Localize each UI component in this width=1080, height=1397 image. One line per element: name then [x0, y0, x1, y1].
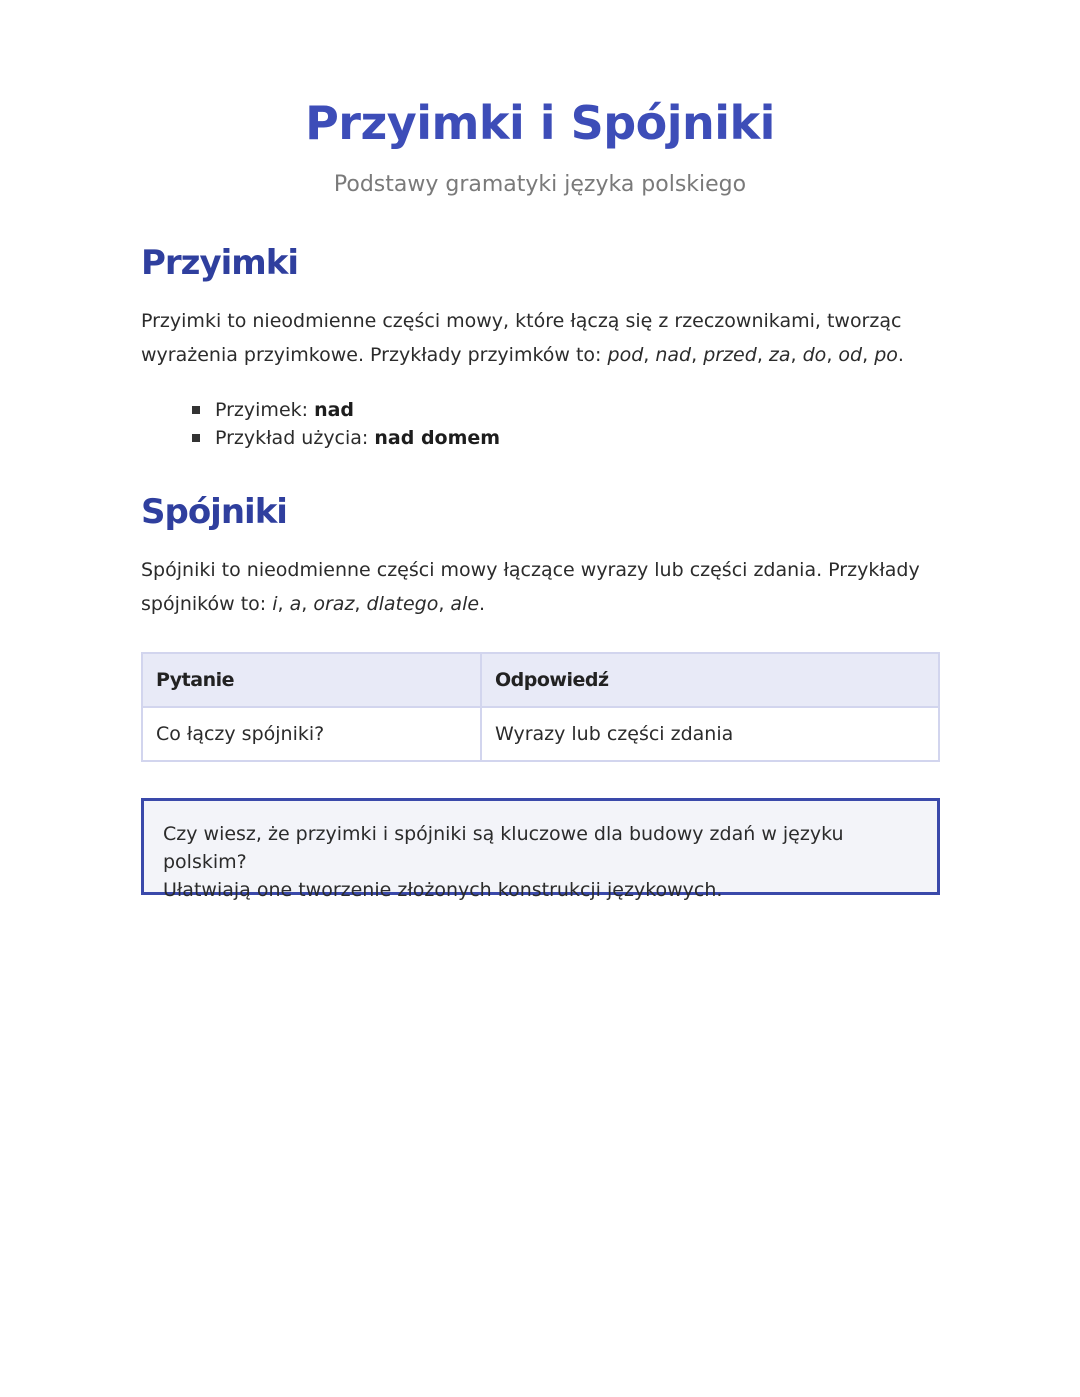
spojniki-example-4: ale	[450, 593, 480, 615]
table-row	[142, 707, 939, 761]
przyimki-example-4: do	[802, 344, 827, 366]
przyimki-example-6: po	[874, 344, 898, 366]
bullet-label: Przyimek:	[215, 399, 315, 421]
list-item	[192, 396, 500, 424]
list-item	[192, 424, 500, 452]
table-header-pytanie: Pytanie	[142, 653, 481, 707]
spojniki-example-2: oraz	[313, 593, 355, 615]
bullet-square-icon	[192, 406, 200, 414]
table-header-row	[142, 653, 939, 707]
section-heading-przyimki: Przyimki	[141, 243, 298, 283]
section-heading-spojniki: Spójniki	[141, 492, 287, 532]
page-subtitle: Podstawy gramatyki języka polskiego	[333, 172, 747, 197]
przyimki-example-3: za	[768, 344, 791, 366]
table-header-odpowiedz: Odpowiedź	[481, 653, 939, 707]
bullet-label: Przykład użycia:	[215, 427, 375, 449]
spojniki-example-0: i	[272, 593, 278, 615]
bullet-value: nad domem	[374, 427, 501, 449]
przyimki-bullet-list	[192, 396, 500, 452]
przyimki-example-2: przed	[703, 344, 757, 366]
callout-line2: Ułatwiają one tworzenie złożonych konstrukcji językowych.	[163, 879, 723, 901]
przyimki-paragraph-line1: Przyimki to nieodmienne części mowy, które łączą się z rzeczownikami, tworząc	[141, 310, 902, 332]
przyimki-example-5: od	[838, 344, 863, 366]
spojniki-paragraph-line2: spójników to:	[141, 593, 273, 615]
table-cell-question: Co łączy spójniki?	[142, 707, 481, 761]
did-you-know-callout	[141, 798, 940, 901]
przyimki-paragraph-line2: wyrażenia przyimkowe. Przykłady przyimków to:	[141, 344, 608, 366]
page-title: Przyimki i Spójniki	[305, 96, 775, 150]
przyimki-example-1: nad	[655, 344, 692, 366]
callout-line1: Czy wiesz, że przyimki i spójniki są kluczowe dla budowy zdań w języku polskim?	[163, 823, 844, 873]
table-cell-answer: Wyrazy lub części zdania	[481, 707, 939, 761]
qa-table	[141, 652, 940, 762]
bullet-square-icon	[192, 434, 200, 442]
spojniki-example-1: a	[289, 593, 302, 615]
przyimki-example-0: pod	[607, 344, 644, 366]
spojniki-paragraph-line1: Spójniki to nieodmienne części mowy łączące wyrazy lub części zdania. Przykłady	[141, 559, 920, 581]
spojniki-paragraph: Spójniki to nieodmienne części mowy łączące wyrazy lub części zdania. Przykłady spójników to: i, a, oraz, dlatego, ale.	[141, 559, 920, 615]
bullet-value: nad	[314, 399, 355, 421]
przyimki-paragraph: Przyimki to nieodmienne części mowy, które łączą się z rzeczownikami, tworząc wyrażenia przyimkowe. Przykłady przyimków to: pod, nad, przed, za, do, od, po.	[141, 310, 904, 366]
spojniki-example-3: dlatego	[366, 593, 439, 615]
